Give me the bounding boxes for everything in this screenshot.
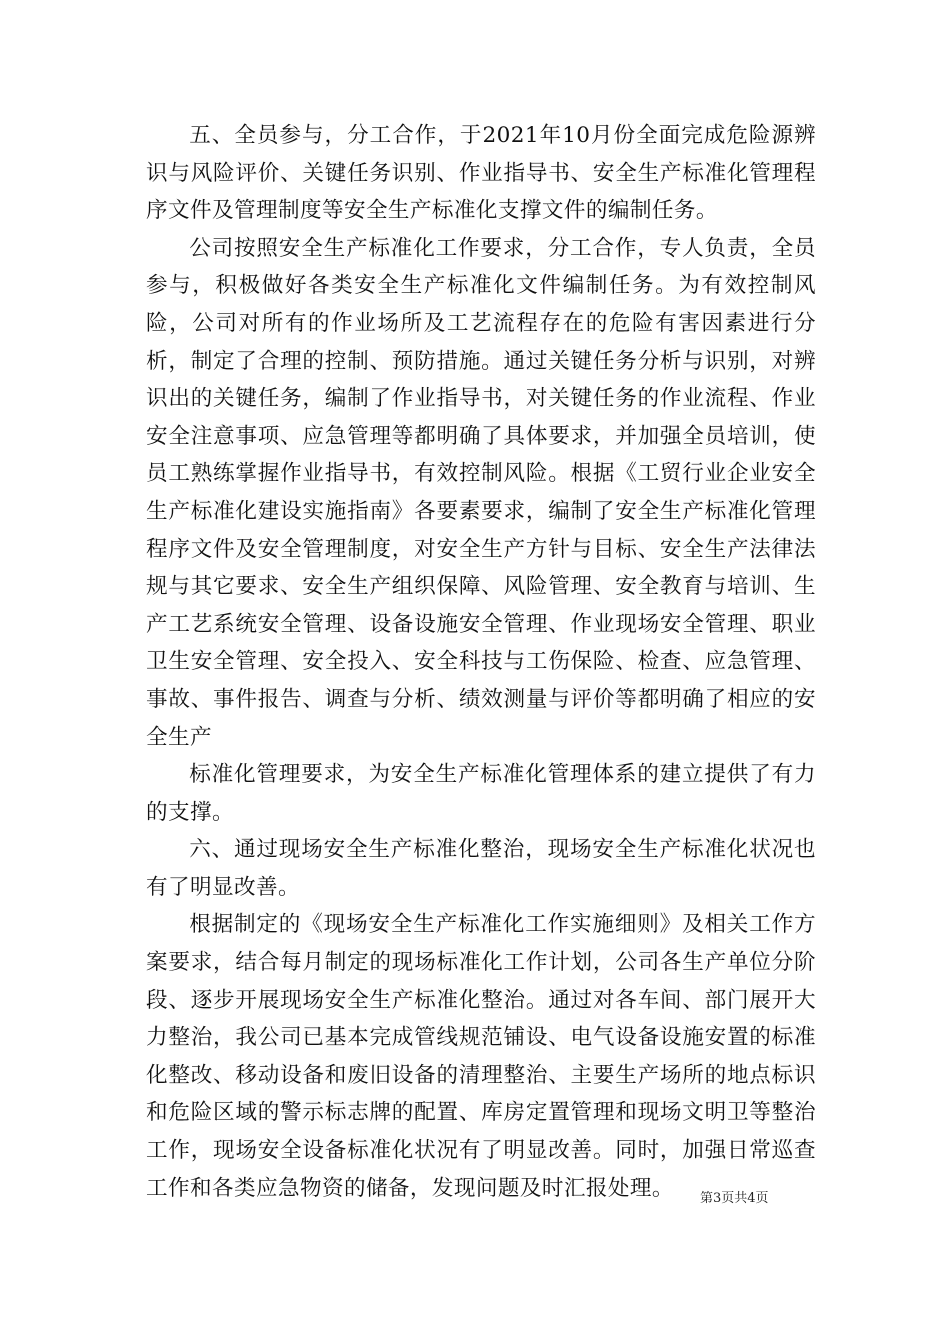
paragraph-standardization-docs: 公司按照安全生产标准化工作要求，分工合作，专人负责，全员参与，积极做好各类安全生产标准化文件编制任务。为有效控制风险，公司对所有的作业场所及工艺流程存在的危险有害因素进行分析，制定了合理的控制、预防措施。通过关键任务分析与识别，对辨识出的关键任务，编制了作业指导书，对关键任务的作业流程、作业安全注意事项、应急管理等都明确了具体要求，并加强全员培训，使员工熟练掌握作业指导书，有效控制风险。根据《工贸行业企业安全生产标准化建设实施指南》各要素要求，编制了安全生产标准化管理程序文件及安全管理制度，对安全生产方针与目标、安全生产法律法规与其它要求、安全生产组织保障、风险管理、安全教育与培训、生产工艺系统安全管理、设备设施安全管理、作业现场安全管理、职业卫生安全管理、安全投入、安全科技与工伤保险、检查、应急管理、事故、事件报告、调查与分析、绩效测量与评价等都明确了相应的安全生产 [146, 235, 816, 750]
page-number: 第3页共4页 [700, 1191, 769, 1206]
paragraph-management-requirements: 标准化管理要求，为安全生产标准化管理体系的建立提供了有力的支撑。 [146, 762, 816, 825]
paragraph-section-six: 六、通过现场安全生产标准化整治，现场安全生产标准化状况也有了明显改善。 [146, 837, 816, 900]
paragraph-site-rectification: 根据制定的《现场安全生产标准化工作实施细则》及相关工作方案要求，结合每月制定的现场标准化工作计划，公司各生产单位分阶段、逐步开展现场安全生产标准化整治。通过对各车间、部门展开大力整治，我公司已基本完成管线规范铺设、电气设备设施安置的标准化整改、移动设备和废旧设备的清理整治、主要生产场所的地点标识和危险区域的警示标志牌的配置、库房定置管理和现场文明卫等整治工作，现场安全设备标准化状况有了明显改善。同时，加强日常巡查工作和各类应急物资的储备，发现问题及时汇报处理。 [146, 912, 816, 1201]
document-body [146, 117, 816, 1207]
paragraph-section-five: 五、全员参与，分工合作，于2021年10月份全面完成危险源辨识与风险评价、关键任务识别、作业指导书、安全生产标准化管理程序文件及管理制度等安全生产标准化支撑文件的编制任务。 [146, 123, 816, 224]
